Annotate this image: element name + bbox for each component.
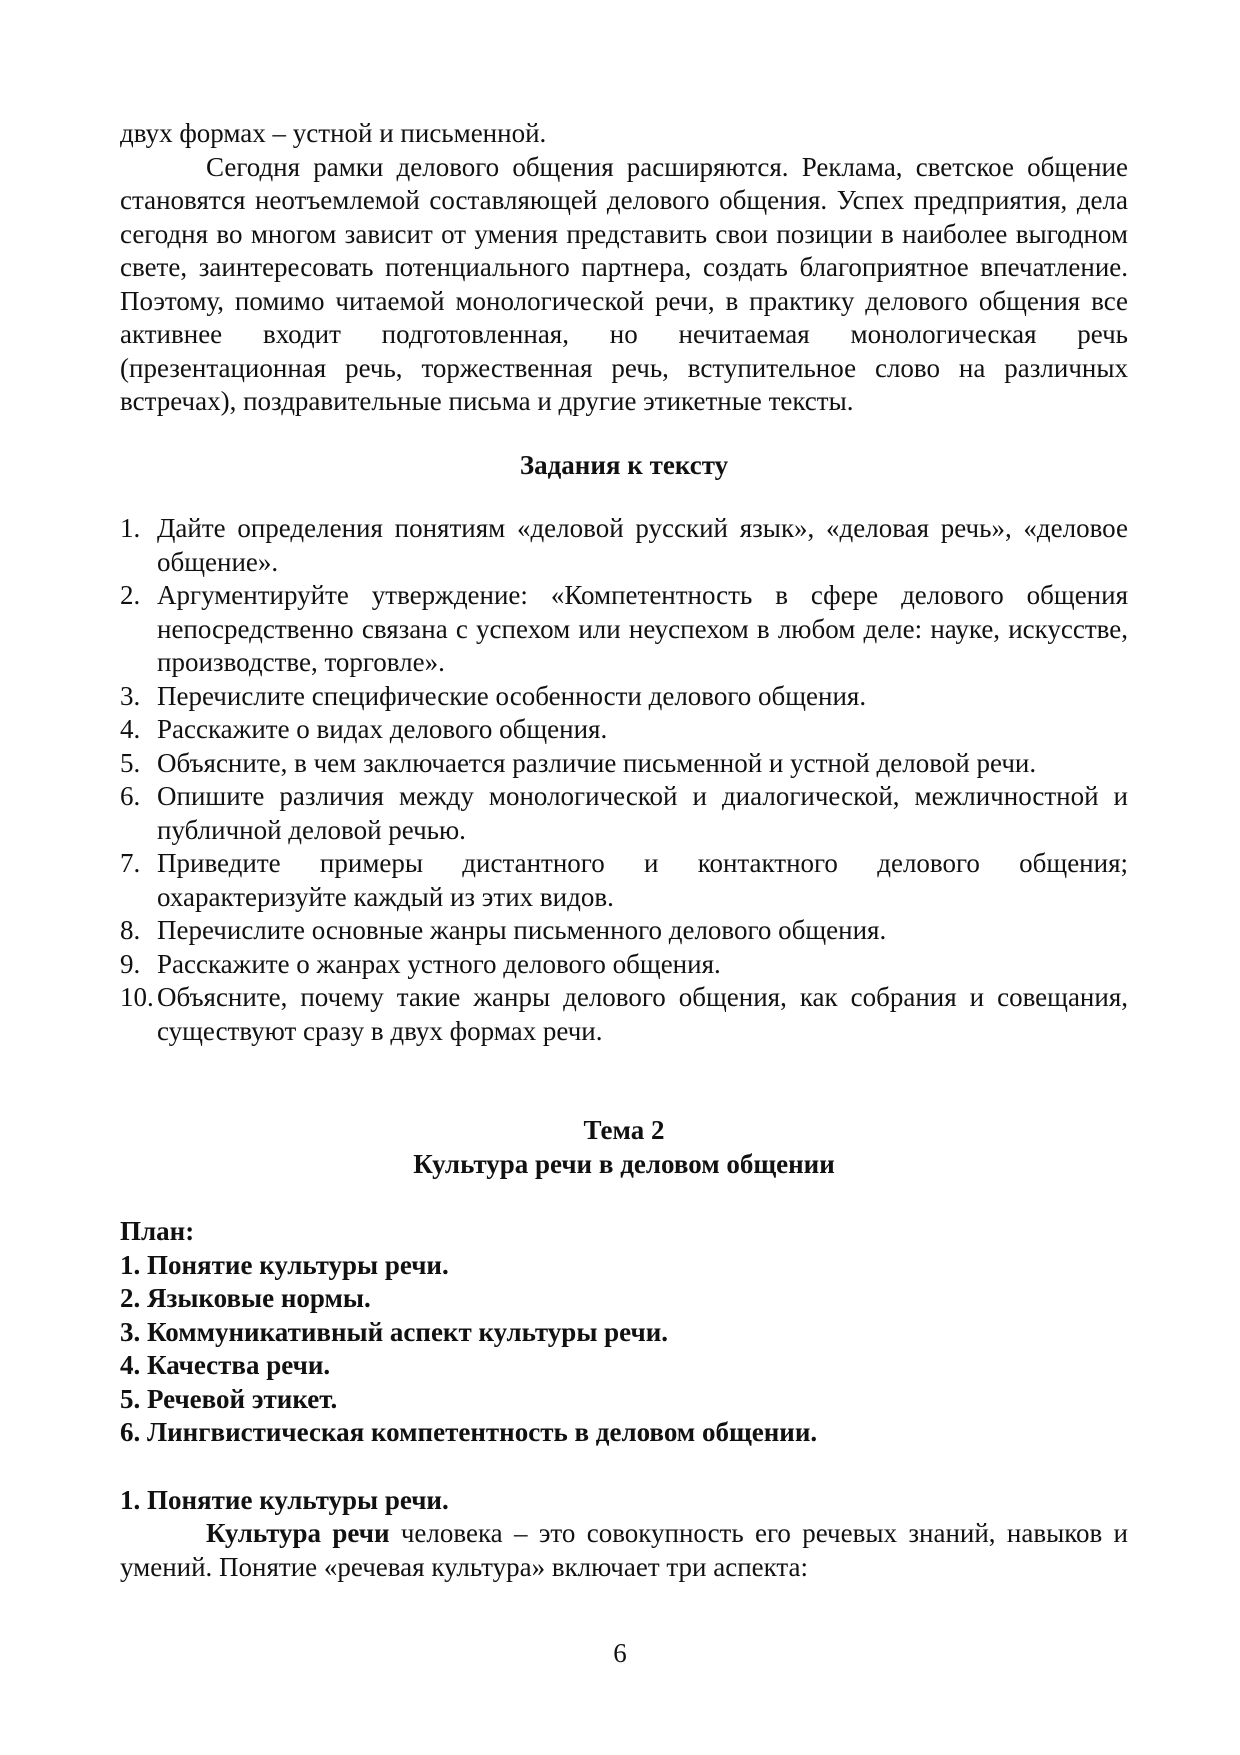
task-number: 9. — [120, 948, 141, 979]
tasks-list — [120, 512, 1128, 1048]
task-text: Дайте определения понятиям «деловой русский язык», «деловая речь», «деловое общение». — [157, 513, 1128, 577]
task-item — [120, 579, 1128, 680]
task-item — [120, 512, 1128, 579]
intro-paragraph: Сегодня рамки делового общения расширяются. Реклама, светское общение становятся неотъемлемой составляющей делового общения. Успех предприятия, дела сегодня во многом зависит от умения представить свои позиции в наиболее выгодном свете, заинтересовать потенциального партнера, создать благоприятное впечатление. Поэтому, помимо читаемой монологической речи, в практику делового общения все активнее входит подготовленная, но нечитаемая монологическая речь (презентационная речь, торжественная речь, вступительное слово на различных встречах), поздравительные письма и другие этикетные тексты. — [120, 151, 1128, 416]
plan-item: 2. Языковые нормы. — [120, 1283, 371, 1313]
plan-label: План: — [120, 1216, 195, 1246]
intro-continuation-line: двух формах – устной и письменной. — [120, 118, 547, 148]
task-item — [120, 713, 1128, 747]
topic-number: Тема 2 — [583, 1115, 665, 1145]
section-1-paragraph — [120, 1517, 1128, 1584]
plan-item: 4. Качества речи. — [120, 1350, 331, 1380]
plan-item: 1. Понятие культуры речи. — [120, 1249, 449, 1280]
section-1-paragraph-text: человека – это совокупность его речевых знаний, навыков и умений. Понятие «речевая культура» включает три аспекта: — [120, 1518, 1128, 1582]
task-number: 2. — [120, 580, 141, 610]
page-body — [120, 117, 1128, 1584]
task-text: Приведите примеры дистантного и контактного делового общения; охарактеризуйте каждый из этих видов. — [157, 848, 1128, 912]
task-number: 5. — [120, 747, 141, 778]
task-item — [120, 780, 1128, 847]
task-item — [120, 747, 1128, 781]
task-text: Аргументируйте утверждение: «Компетентность в сфере делового общения непосредственно связана с успехом или неуспехом в любом деле: науке, искусстве, производстве, торговле». — [157, 580, 1128, 677]
task-text: Объясните, в чем заключается различие письменной и устной деловой речи. — [157, 747, 1037, 778]
task-item — [120, 680, 1128, 714]
task-text: Перечислите специфические особенности делового общения. — [157, 680, 867, 711]
task-item — [120, 847, 1128, 914]
task-item — [120, 981, 1128, 1048]
task-number: 1. — [120, 513, 141, 543]
task-number: 8. — [120, 915, 141, 945]
page-number: 6 — [613, 1638, 627, 1668]
topic-title: Культура речи в деловом общении — [413, 1148, 835, 1179]
section-1-heading: 1. Понятие культуры речи. — [120, 1484, 449, 1515]
task-number: 7. — [120, 848, 141, 878]
task-text: Перечислите основные жанры письменного делового общения. — [157, 915, 887, 945]
task-text: Расскажите о жанрах устного делового общения. — [157, 948, 721, 979]
task-number: 4. — [120, 714, 141, 744]
task-number: 3. — [120, 680, 141, 711]
task-item — [120, 914, 1128, 948]
plan-block — [120, 1215, 1128, 1450]
plan-item: 6. Лингвистическая компетентность в деловом общении. — [120, 1417, 818, 1447]
task-text: Расскажите о видах делового общения. — [157, 714, 608, 744]
plan-item: 5. Речевой этикет. — [120, 1383, 338, 1414]
tasks-heading: Задания к тексту — [519, 449, 729, 480]
task-number: 10. — [120, 982, 154, 1012]
term-culture-of-speech: Культура речи — [206, 1518, 390, 1548]
task-number: 6. — [120, 781, 141, 811]
plan-item: 3. Коммуникативный аспект культуры речи. — [120, 1316, 669, 1347]
task-text: Объясните, почему такие жанры делового общения, как собрания и совещания, существуют сразу в двух формах речи. — [157, 982, 1128, 1046]
task-text: Опишите различия между монологической и диалогической, межличностной и публичной деловой речью. — [157, 781, 1128, 845]
task-item — [120, 948, 1128, 982]
topic-heading-block — [120, 1114, 1128, 1181]
